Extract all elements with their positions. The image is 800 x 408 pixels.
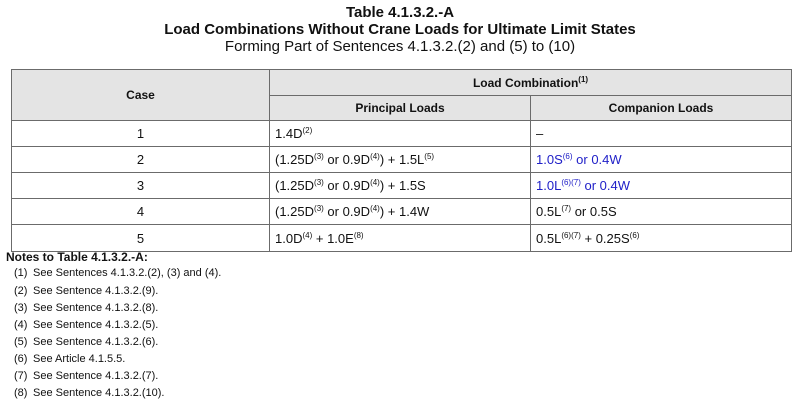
load-term: (1.25D [275, 178, 315, 193]
load-term: or 0.4W [580, 178, 630, 193]
load-term: 1.0L [536, 178, 562, 193]
case-cell: 2 [12, 147, 270, 173]
companion-loads-cell [531, 199, 792, 225]
case-cell: 5 [12, 225, 270, 252]
note-item [14, 387, 164, 399]
principal-loads-cell [270, 199, 531, 225]
companion-loads-header: Companion Loads [531, 96, 792, 121]
note-item [14, 319, 158, 331]
note-item [14, 370, 158, 382]
load-combinations-table [11, 69, 792, 252]
load-term: – [536, 126, 544, 141]
note-number: (5) [14, 336, 28, 348]
case-cell: 3 [12, 173, 270, 199]
load-term: 1.0S [536, 152, 563, 167]
note-item [14, 302, 158, 314]
note-item [14, 353, 125, 365]
note-text: See Sentence 4.1.3.2.(8). [33, 302, 159, 314]
note-text: See Sentence 4.1.3.2.(5). [33, 319, 159, 331]
load-term: or 0.4W [572, 152, 622, 167]
companion-loads-cell [531, 121, 792, 147]
table-row [12, 147, 792, 173]
table-row [12, 173, 792, 199]
load-term: (1.25D [275, 204, 315, 219]
notes-title: Notes to Table 4.1.3.2.-A: [6, 250, 148, 264]
table-row [12, 225, 792, 252]
case-cell: 4 [12, 199, 270, 225]
principal-loads-header: Principal Loads [270, 96, 531, 121]
footnote-marker: (7) [561, 204, 572, 213]
principal-loads-cell [270, 173, 531, 199]
footnote-marker: (5) [424, 152, 435, 161]
load-term: 0.5L [536, 204, 562, 219]
table-subtitle: Load Combinations Without Crane Loads for Ultimate Limit States [164, 21, 636, 38]
table-row [12, 121, 792, 147]
table-reference-line: Forming Part of Sentences 4.1.3.2.(2) and (5) to (10) [224, 38, 576, 55]
principal-loads-cell [270, 225, 531, 252]
footnote-marker: (6)(7) [561, 230, 581, 240]
load-term: ) + 1.5S [379, 178, 426, 193]
case-header: Case [12, 70, 270, 121]
footnote-marker: (6)(7) [561, 178, 581, 187]
load-term: or 0.9D [323, 178, 371, 193]
principal-loads-cell [270, 147, 531, 173]
table-title: Table 4.1.3.2.-A [345, 4, 455, 21]
note-text: See Sentence 4.1.3.2.(6). [33, 336, 159, 348]
footnote-marker: (4) [302, 230, 313, 240]
note-item [14, 267, 221, 279]
note-number: (8) [14, 387, 28, 399]
note-item [14, 336, 158, 348]
companion-loads-cell [531, 147, 792, 173]
note-text: See Sentences 4.1.3.2.(2), (3) and (4). [33, 267, 222, 279]
load-term: ) + 1.4W [379, 204, 430, 219]
load-term: + 0.25S [580, 230, 630, 246]
note-item [14, 285, 158, 297]
footnote-marker: (8) [353, 230, 364, 240]
note-text: See Sentence 4.1.3.2.(10). [33, 387, 165, 399]
note-text: See Sentence 4.1.3.2.(9). [33, 285, 159, 297]
note-text: See Article 4.1.5.5. [33, 353, 126, 365]
companion-loads-cell [531, 225, 792, 252]
footnote-marker: (6) [629, 230, 640, 240]
footnote-marker: (4) [370, 152, 380, 161]
footnote-marker: (6) [562, 152, 573, 161]
load-term: ) + 1.5L [379, 152, 425, 167]
case-cell: 1 [12, 121, 270, 147]
footnote-marker: (4) [370, 178, 380, 187]
load-term: (1.25D [275, 152, 315, 167]
table-row [12, 199, 792, 225]
note-number: (1) [14, 267, 28, 279]
load-term: or 0.9D [323, 152, 371, 167]
note-text: See Sentence 4.1.3.2.(7). [33, 370, 159, 382]
footnote-marker: (1) [578, 74, 589, 84]
note-number: (6) [14, 353, 28, 365]
note-number: (2) [14, 285, 28, 297]
footnote-marker: (3) [314, 204, 324, 213]
principal-loads-cell [270, 121, 531, 147]
load-term: or 0.9D [323, 204, 371, 219]
load-term: or 0.5S [571, 204, 617, 219]
companion-loads-cell [531, 173, 792, 199]
footnote-marker: (3) [314, 178, 324, 187]
load-combination-header: Load Combination$^{(1)}$ [270, 70, 792, 96]
footnote-marker: (3) [314, 152, 324, 161]
load-term: 1.4D [275, 126, 303, 141]
note-number: (4) [14, 319, 28, 331]
load-term: + 1.0E [312, 230, 354, 246]
load-term: 0.5L [536, 230, 562, 246]
note-number: (3) [14, 302, 28, 314]
load-term: 1.0D [275, 230, 303, 246]
footnote-marker: (2) [302, 126, 313, 135]
footnote-marker: (4) [370, 204, 380, 213]
note-number: (7) [14, 370, 28, 382]
